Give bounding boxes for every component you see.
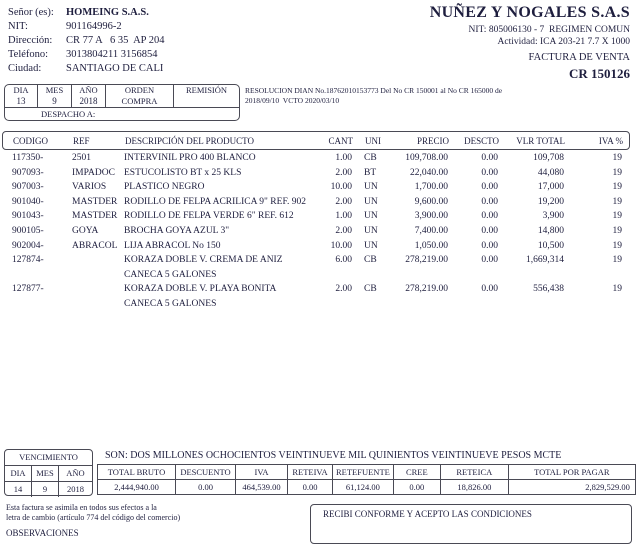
table-row	[2, 195, 630, 210]
item-desc: INTERVINIL PRO 400 BLANCO	[124, 153, 256, 163]
item-descto: 0.00	[481, 255, 498, 266]
dian-resolution	[245, 86, 630, 105]
customer-name-label: Señor (es):	[8, 7, 54, 18]
item-cant: 6.00	[335, 255, 352, 266]
item-descto: 0.00	[481, 182, 498, 193]
orden-compra-label: ORDEN COMPRA	[121, 85, 158, 106]
reteiva-label: RETEIVA	[288, 465, 333, 480]
item-iva: 19	[612, 196, 622, 207]
table-row	[2, 209, 630, 224]
item-precio: 109,708.00	[405, 153, 448, 163]
item-desc: BROCHA GOYA AZUL 3"	[124, 225, 230, 236]
header-precio: PRECIO	[416, 135, 449, 146]
remision-label: REMISIÓN	[185, 85, 228, 95]
retefuente-label: RETEFUENTE	[333, 465, 394, 480]
venc-ano-column	[59, 466, 92, 497]
recibi-box	[310, 504, 632, 544]
dia-label: DIA	[13, 85, 29, 95]
date-order-grid	[5, 85, 239, 108]
total-por-pagar-label: TOTAL POR PAGAR	[508, 465, 635, 480]
item-cant: 1.00	[335, 211, 352, 222]
item-desc: RODILLO DE FELPA ACRILICA 9" REF. 902	[124, 196, 306, 207]
item-codigo: 907003-	[12, 182, 44, 193]
item-descto: 0.00	[481, 240, 498, 251]
item-codigo: 901043-	[12, 211, 44, 222]
venc-mes-label: MES	[32, 466, 58, 482]
item-desc: KORAZA DOBLE V. PLAYA BONITA CANECA 5 GALONES	[124, 284, 277, 309]
header-iva: IVA %	[598, 135, 623, 146]
reteica-label: RETEICA	[440, 465, 508, 480]
dia-column	[5, 85, 38, 107]
invoice-number: CR 150126	[568, 66, 630, 81]
customer-city-label: Ciudad:	[8, 63, 42, 74]
item-iva: 19	[612, 284, 622, 295]
company-nit: NIT: 805006130 - 7 REGIMEN COMUN	[468, 25, 630, 35]
item-uni: CB	[364, 153, 377, 163]
item-vlrtotal: 19,200	[537, 196, 564, 207]
item-desc: RODILLO DE FELPA VERDE 6" REF. 612	[124, 211, 294, 222]
customer-nit-label: NIT:	[8, 21, 28, 32]
customer-city: SANTIAGO DE CALI	[66, 63, 164, 74]
item-codigo: 127874-	[12, 255, 44, 266]
item-iva: 19	[612, 225, 622, 236]
ano-label: AÑO	[79, 85, 98, 95]
item-ref: VARIOS	[72, 182, 107, 193]
customer-phone: 3013804211 3156854	[66, 49, 158, 60]
reteica-value: 18,826.00	[440, 480, 508, 495]
mes-column	[38, 85, 72, 107]
mes-value: 9	[52, 96, 57, 106]
item-vlrtotal: 556,438	[533, 284, 564, 295]
header-uni: UNI	[365, 135, 381, 146]
venc-mes-column	[32, 466, 59, 497]
item-cant: 1.00	[335, 153, 352, 163]
item-codigo: 127877-	[12, 284, 44, 295]
item-codigo: 902004-	[12, 240, 44, 251]
customer-nit: 901164996-2	[66, 21, 122, 32]
item-ref: MASTDER	[72, 211, 118, 222]
ano-column	[72, 85, 106, 107]
customer-address: CR 77 A 6 35 AP 204	[66, 35, 165, 46]
item-vlrtotal: 14,800	[537, 225, 564, 236]
item-codigo: 900105-	[12, 225, 44, 236]
observaciones-label: OBSERVACIONES	[6, 528, 79, 538]
item-codigo: 907093-	[12, 167, 44, 178]
item-precio: 22,040.00	[410, 167, 448, 178]
item-iva: 19	[612, 153, 622, 163]
ano-value: 2018	[79, 96, 98, 106]
despacho-label: DESPACHO A:	[41, 109, 96, 119]
item-vlrtotal: 1,669,314	[526, 255, 564, 266]
table-row	[2, 166, 630, 181]
venc-ano-value: 2018	[67, 484, 84, 494]
recibi-label: RECIBI CONFORME Y ACEPTO LAS CONDICIONES	[323, 509, 532, 519]
item-precio: 7,400.00	[414, 225, 448, 236]
date-order-box	[4, 84, 240, 121]
item-iva: 19	[612, 211, 622, 222]
total-por-pagar-value: 2,829,529.00	[508, 480, 635, 495]
item-cant: 10.00	[330, 240, 352, 251]
item-ref: 2501	[72, 153, 91, 163]
legal-note	[6, 503, 286, 523]
retefuente-value: 61,124.00	[333, 480, 394, 495]
customer-address-label: Dirección:	[8, 35, 53, 46]
dia-value: 13	[16, 96, 26, 106]
item-uni: UN	[364, 211, 378, 222]
total-bruto-value: 2,444,940.00	[98, 480, 176, 495]
item-descto: 0.00	[481, 225, 498, 236]
item-vlrtotal: 3,900	[542, 211, 564, 222]
item-descto: 0.00	[481, 196, 498, 207]
item-cant: 2.00	[335, 167, 352, 178]
header-ref: REF	[73, 135, 90, 146]
vencimiento-title: VENCIMIENTO	[5, 450, 92, 466]
item-cant: 10.00	[330, 182, 352, 193]
table-row	[2, 180, 630, 195]
item-descto: 0.00	[481, 153, 498, 163]
totals-table	[97, 464, 636, 495]
header-descripcion: DESCRIPCIÓN DEL PRODUCTO	[125, 135, 255, 146]
item-precio: 9,600.00	[414, 196, 448, 207]
company-header	[430, 4, 630, 81]
item-codigo: 901040-	[12, 196, 44, 207]
item-uni: CB	[364, 255, 377, 266]
customer-name-row	[8, 6, 165, 20]
item-uni: UN	[364, 182, 378, 193]
descuento-label: DESCUENTO	[176, 465, 236, 480]
mes-label: MES	[45, 85, 64, 95]
resolution-line1: RESOLUCION DIAN No.18762010153773 Del No CR 150001 al No CR 165000 de	[245, 86, 503, 95]
totals-header-row	[98, 465, 636, 480]
item-descto: 0.00	[481, 284, 498, 295]
item-uni: CB	[364, 284, 377, 295]
item-cant: 2.00	[335, 225, 352, 236]
item-codigo: 117350-	[12, 153, 44, 163]
iva-label: IVA	[236, 465, 288, 480]
item-precio: 278,219.00	[405, 284, 448, 295]
item-vlrtotal: 109,708	[533, 153, 564, 163]
item-cant: 2.00	[335, 196, 352, 207]
table-row	[2, 239, 630, 254]
header-descto: DESCTO	[464, 135, 499, 146]
total-bruto-label: TOTAL BRUTO	[98, 465, 176, 480]
customer-address-row	[8, 34, 165, 48]
item-cant: 2.00	[335, 284, 352, 295]
totals-values-row	[98, 480, 636, 495]
header-cant: CANT	[328, 135, 353, 146]
item-desc: KORAZA DOBLE V. CREMA DE ANIZ CANECA 5 GALONES	[124, 255, 283, 280]
table-row	[2, 253, 630, 282]
cree-label: CREE	[393, 465, 440, 480]
customer-name: HOMEING S.A.S.	[66, 7, 149, 18]
item-desc: LIJA ABRACOL No 150	[124, 240, 221, 251]
item-ref: IMPADOC	[72, 167, 115, 178]
amount-in-words: SON: DOS MILLONES OCHOCIENTOS VEINTINUEVE MIL QUINIENTOS VEINTINUEVE PESOS MCTE	[105, 450, 562, 461]
reteiva-value: 0.00	[288, 480, 333, 495]
item-ref: ABRACOL	[72, 240, 118, 251]
item-iva: 19	[612, 255, 622, 266]
venc-dia-label: DIA	[5, 466, 31, 482]
item-uni: UN	[364, 196, 378, 207]
header-vlr-total: VLR TOTAL	[516, 135, 565, 146]
customer-city-row	[8, 62, 165, 76]
company-activity: Actividad: ICA 203-21 7.7 X 1000	[497, 37, 630, 47]
item-precio: 1,700.00	[414, 182, 448, 193]
item-iva: 19	[612, 240, 622, 251]
legal-line2: letra de cambio (artículo 774 del código del comercio)	[6, 513, 181, 522]
table-row	[2, 224, 630, 239]
item-desc: ESTUCOLISTO BT x 25 KLS	[124, 167, 242, 178]
venc-mes-value: 9	[42, 484, 48, 494]
item-desc: PLASTICO NEGRO	[124, 182, 205, 193]
item-descto: 0.00	[481, 211, 498, 222]
resolution-line2: 2018/09/10 VCTO 2020/03/10	[245, 95, 340, 105]
item-vlrtotal: 44,080	[537, 167, 564, 178]
header-codigo: CODIGO	[13, 135, 48, 146]
vencimiento-box	[4, 449, 93, 496]
table-row	[2, 282, 630, 311]
item-iva: 19	[612, 167, 622, 178]
item-uni: UN	[364, 225, 378, 236]
item-iva: 19	[612, 182, 622, 193]
remision-column	[174, 85, 239, 107]
customer-phone-label: Teléfono:	[8, 49, 49, 60]
document-type: FACTURA DE VENTA	[528, 52, 630, 63]
venc-dia-column	[5, 466, 32, 497]
vencimiento-grid	[5, 466, 92, 497]
venc-ano-label: AÑO	[59, 466, 92, 482]
item-uni: UN	[364, 240, 378, 251]
item-vlrtotal: 10,500	[537, 240, 564, 251]
item-ref: MASTDER	[72, 196, 118, 207]
cree-value: 0.00	[393, 480, 440, 495]
item-precio: 278,219.00	[405, 255, 448, 266]
item-descto: 0.00	[481, 167, 498, 178]
customer-nit-row	[8, 20, 165, 34]
customer-phone-row	[8, 48, 165, 62]
company-name: NUÑEZ Y NOGALES S.A.S	[429, 4, 630, 21]
iva-value: 464,539.00	[236, 480, 288, 495]
venc-dia-value: 14	[13, 484, 23, 494]
customer-info	[8, 6, 165, 76]
item-precio: 3,900.00	[414, 211, 448, 222]
items-table-header	[2, 131, 630, 150]
items-table-body	[2, 151, 630, 312]
table-row	[2, 151, 630, 166]
item-uni: BT	[364, 167, 377, 178]
legal-line1: Esta factura se asimila en todos sus efectos a la	[6, 503, 157, 512]
descuento-value: 0.00	[176, 480, 236, 495]
item-ref: GOYA	[72, 225, 99, 236]
orden-compra-column	[106, 85, 174, 107]
item-vlrtotal: 17,000	[537, 182, 564, 193]
item-precio: 1,050.00	[414, 240, 448, 251]
